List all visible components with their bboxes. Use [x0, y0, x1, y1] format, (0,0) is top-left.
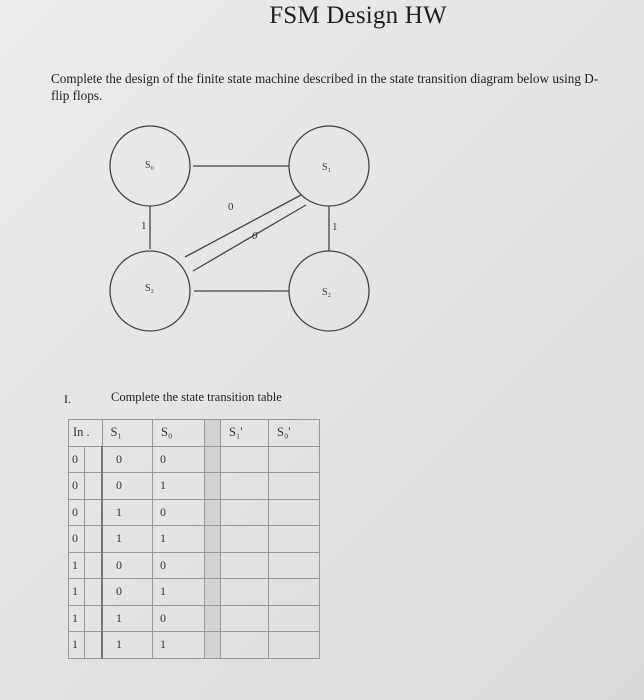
table-row — [69, 499, 320, 526]
table-row — [69, 632, 320, 659]
cell-s0-next[interactable] — [269, 446, 320, 473]
cell-s0-next[interactable] — [269, 632, 320, 659]
cell-s1: 0 — [102, 473, 153, 500]
cell-input: 0 — [69, 446, 85, 473]
cell-gap — [205, 446, 221, 473]
cell-input: 1 — [69, 605, 85, 632]
cell-s1-next[interactable] — [221, 605, 269, 632]
table-row — [69, 579, 320, 606]
edge-label-diag-lower: 0 — [252, 230, 258, 242]
cell-spacer — [85, 499, 103, 526]
cell-gap — [205, 579, 221, 606]
cell-s1-next[interactable] — [221, 552, 269, 579]
cell-gap — [205, 632, 221, 659]
edge-label-diag-upper: 0 — [228, 201, 234, 213]
instructions-text: Complete the design of the finite state machine described in the state transition diagram below using D-flip flops. — [51, 71, 599, 103]
cell-s1: 0 — [102, 552, 153, 579]
cell-s0: 0 — [153, 446, 205, 473]
cell-s1: 1 — [102, 605, 153, 632]
table-row — [69, 605, 320, 632]
cell-gap — [205, 473, 221, 500]
header-s0: S₀ — [153, 420, 205, 447]
header-s1: S₁ — [102, 420, 153, 447]
section-title: Complete the state transition table — [111, 390, 282, 404]
edge-label-s1-s2: 1 — [332, 221, 338, 233]
header-input: In . — [69, 420, 103, 447]
cell-input: 0 — [69, 473, 85, 500]
cell-spacer — [85, 526, 103, 553]
state-label-s1: S₁ — [322, 162, 332, 173]
cell-s0: 1 — [153, 579, 205, 606]
cell-s1: 1 — [102, 526, 153, 553]
cell-input: 1 — [69, 552, 85, 579]
cell-s0: 0 — [153, 552, 205, 579]
cell-s0: 0 — [153, 499, 205, 526]
cell-spacer — [85, 552, 103, 579]
page-title: FSM Design HW — [269, 2, 447, 29]
cell-s1-next[interactable] — [221, 526, 269, 553]
cell-s0: 1 — [153, 526, 205, 553]
cell-s1: 0 — [102, 579, 153, 606]
cell-s0: 1 — [153, 473, 205, 500]
table-row — [69, 473, 320, 500]
cell-s0-next[interactable] — [269, 473, 320, 500]
cell-s1-next[interactable] — [221, 473, 269, 500]
cell-spacer — [85, 605, 103, 632]
state-transition-table — [68, 419, 320, 659]
cell-s0: 0 — [153, 605, 205, 632]
cell-gap — [205, 552, 221, 579]
section-number: I. — [64, 392, 71, 406]
cell-s1: 1 — [102, 632, 153, 659]
header-s1-next: S₁' — [221, 420, 269, 447]
cell-gap — [205, 605, 221, 632]
cell-s0-next[interactable] — [269, 499, 320, 526]
cell-spacer — [85, 632, 103, 659]
edge-label-s0-s3: 1 — [141, 220, 147, 232]
cell-s1-next[interactable] — [221, 579, 269, 606]
table-header-row — [69, 420, 320, 447]
cell-spacer — [85, 446, 103, 473]
cell-s1-next[interactable] — [221, 499, 269, 526]
edge-diag-lower — [193, 205, 306, 271]
table-row — [69, 526, 320, 553]
cell-input: 0 — [69, 526, 85, 553]
cell-input: 1 — [69, 579, 85, 606]
header-s0-next: S₀' — [269, 420, 320, 447]
cell-gap — [205, 526, 221, 553]
cell-s1: 1 — [102, 499, 153, 526]
cell-s0-next[interactable] — [269, 605, 320, 632]
state-label-s0: S₀ — [145, 160, 155, 171]
header-gap — [205, 420, 221, 447]
cell-s0-next[interactable] — [269, 579, 320, 606]
cell-s0-next[interactable] — [269, 526, 320, 553]
table-row — [69, 446, 320, 473]
cell-s1-next[interactable] — [221, 632, 269, 659]
cell-gap — [205, 499, 221, 526]
state-label-s3: S₃ — [145, 283, 155, 294]
cell-input: 1 — [69, 632, 85, 659]
cell-s0-next[interactable] — [269, 552, 320, 579]
cell-s0: 1 — [153, 632, 205, 659]
cell-spacer — [85, 579, 103, 606]
cell-s1: 0 — [102, 446, 153, 473]
edge-diag-upper — [185, 195, 301, 257]
state-label-s2: S₂ — [322, 287, 332, 298]
cell-spacer — [85, 473, 103, 500]
cell-s1-next[interactable] — [221, 446, 269, 473]
table-row — [69, 552, 320, 579]
cell-input: 0 — [69, 499, 85, 526]
